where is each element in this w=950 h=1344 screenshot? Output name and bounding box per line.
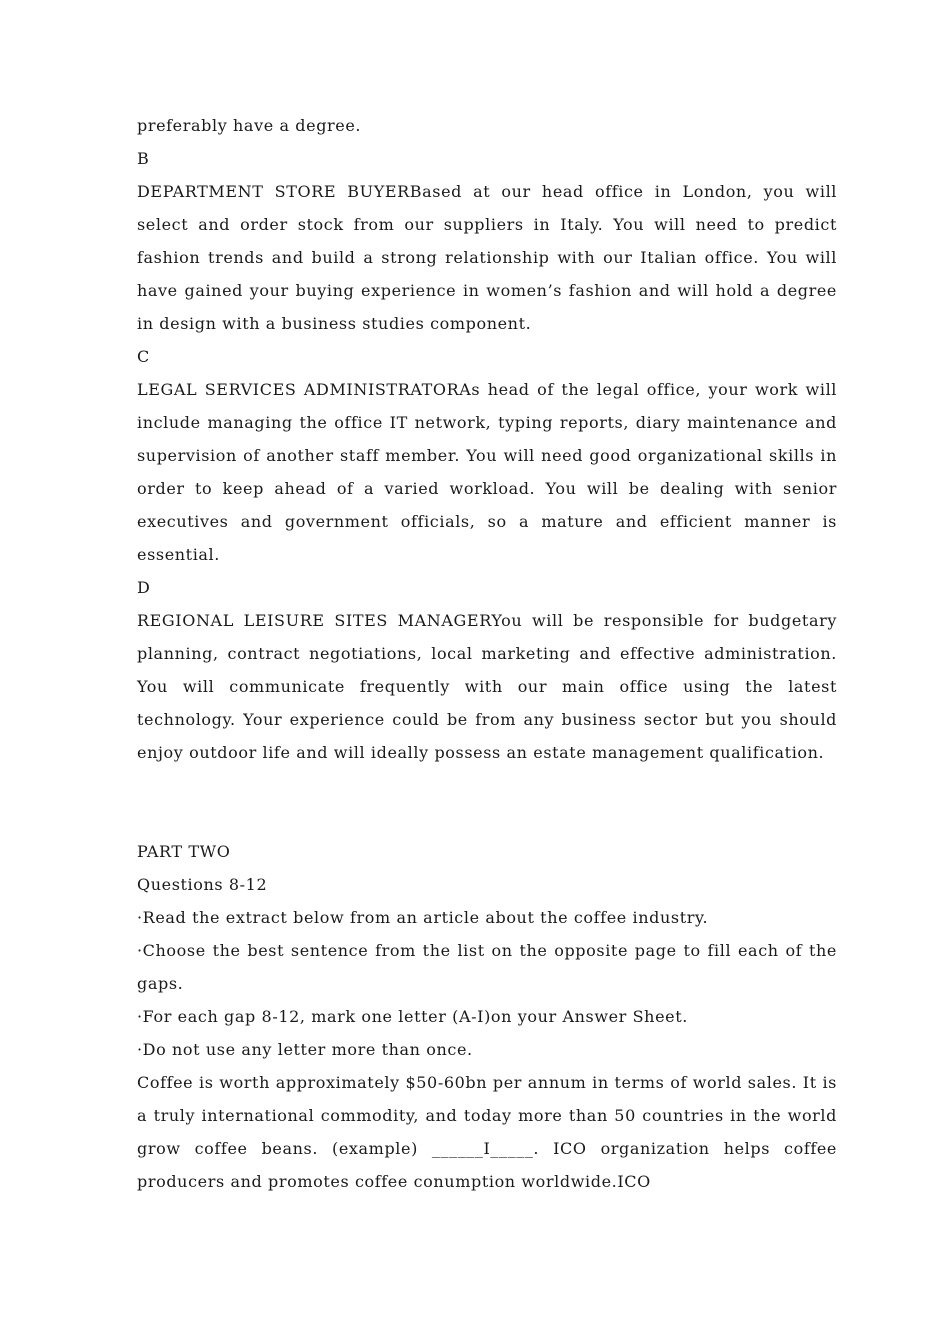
fragment-line: preferably have a degree.	[137, 116, 362, 135]
section-d-letter: D	[137, 578, 151, 597]
instruction-item: ·Do not use any letter more than once.	[137, 1040, 473, 1059]
document-page	[137, 109, 837, 1198]
instruction-item: ·For each gap 8-12, mark one letter (A-I)on your Answer Sheet.	[137, 1007, 688, 1026]
section-c-text: LEGAL SERVICES ADMINISTRATORAs head of the legal office, your work will include managing the office IT network, typing reports, diary maintenance and supervision of another staff member. You will need good organizational skills in order to keep ahead of a varied workload. You will be dealing with senior executives and government officials, so a mature and efficient manner is essential.	[137, 380, 837, 564]
questions-range: Questions 8-12	[137, 875, 268, 894]
section-c-letter: C	[137, 347, 150, 366]
coffee-passage: Coffee is worth approximately $50-60bn per annum in terms of world sales. It is a truly international commodity, and today more than 50 countries in the world grow coffee beans. (example) ______I_____. ICO organization helps coffee producers and promotes coffee conumption worldwide.ICO	[137, 1073, 837, 1191]
section-b-text: DEPARTMENT STORE BUYERBased at our head office in London, you will select and order stock from our suppliers in Italy. You will need to predict fashion trends and build a strong relationship with our Italian office. You will have gained your buying experience in women’s fashion and will hold a degree in design with a business studies component.	[137, 182, 837, 333]
instruction-item: ·Read the extract below from an article about the coffee industry.	[137, 908, 709, 927]
instruction-item: ·Choose the best sentence from the list on the opposite page to fill each of the gaps.	[137, 941, 837, 993]
part-two-heading: PART TWO	[137, 842, 231, 861]
section-b-letter: B	[137, 149, 150, 168]
section-d-text: REGIONAL LEISURE SITES MANAGERYou will be responsible for budgetary planning, contract negotiations, local marketing and effective administration. You will communicate frequently with our main office using the latest technology. Your experience could be from any business sector but you should enjoy outdoor life and will ideally possess an estate management qualification.	[137, 611, 837, 762]
